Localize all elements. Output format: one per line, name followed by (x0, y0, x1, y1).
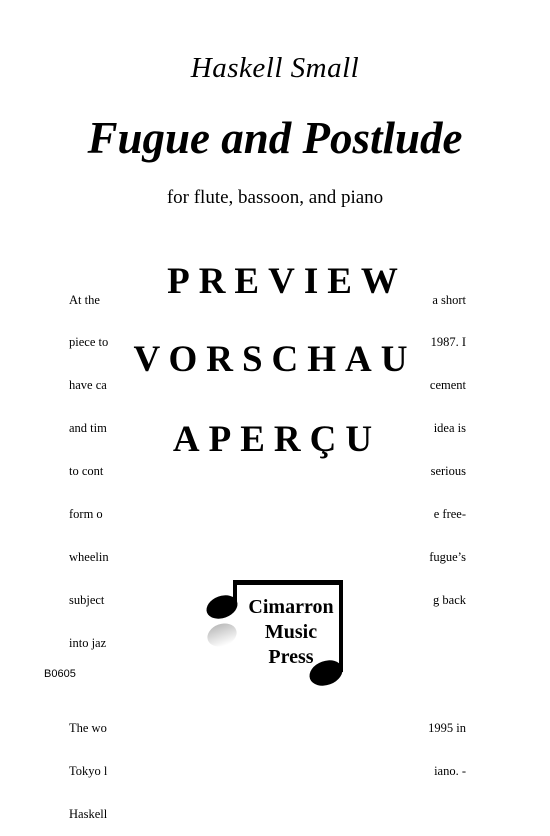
text-fragment: wheelin (69, 549, 109, 564)
text-fragment: subject (69, 592, 105, 607)
publisher-line: Cimarron (248, 596, 334, 618)
text-fragment: iano. - (434, 763, 466, 778)
catalog-number: B0605 (44, 668, 76, 680)
watermark-apercu: APERÇU (172, 419, 382, 460)
watermark-vorschau: VORSCHAU (133, 339, 417, 380)
text-fragment: and tim (69, 421, 107, 436)
text-fragment: e free- (433, 507, 466, 522)
paragraph-gap (428, 636, 466, 650)
text-fragment: Tokyo l (69, 764, 108, 779)
publisher-line: Music (264, 621, 318, 643)
text-fragment: Haskell (69, 806, 108, 821)
text-fragment: form o (69, 507, 103, 522)
publisher-line: Press (268, 646, 314, 668)
text-fragment: serious (430, 464, 466, 479)
text-fragment: a short (432, 292, 466, 307)
text-fragment: 1987. I (430, 335, 466, 350)
text-fragment: piece to (69, 335, 109, 350)
text-fragment: 1995 in (428, 720, 466, 735)
composer-name: Haskell Small (190, 52, 360, 84)
instrumentation: for flute, bassoon, and piano (166, 187, 384, 208)
text-fragment: to cont (69, 464, 104, 479)
text-fragment: g back (433, 592, 466, 607)
text-fragment: The wo (69, 721, 107, 736)
text-fragment: into jaz (69, 635, 107, 650)
publisher-name (242, 595, 340, 670)
paragraph-gap (69, 679, 109, 693)
text-fragment: fugue’s (429, 549, 466, 564)
watermark-preview: PREVIEW (167, 261, 407, 302)
text-fragment: cement (429, 378, 466, 393)
text-fragment: have ca (69, 378, 107, 393)
text-fragment: At the (69, 292, 100, 307)
publisher-logo (200, 577, 360, 697)
paragraph-gap (428, 678, 466, 692)
piece-title: Fugue and Postlude (87, 113, 463, 163)
text-fragment: idea is (433, 421, 466, 436)
